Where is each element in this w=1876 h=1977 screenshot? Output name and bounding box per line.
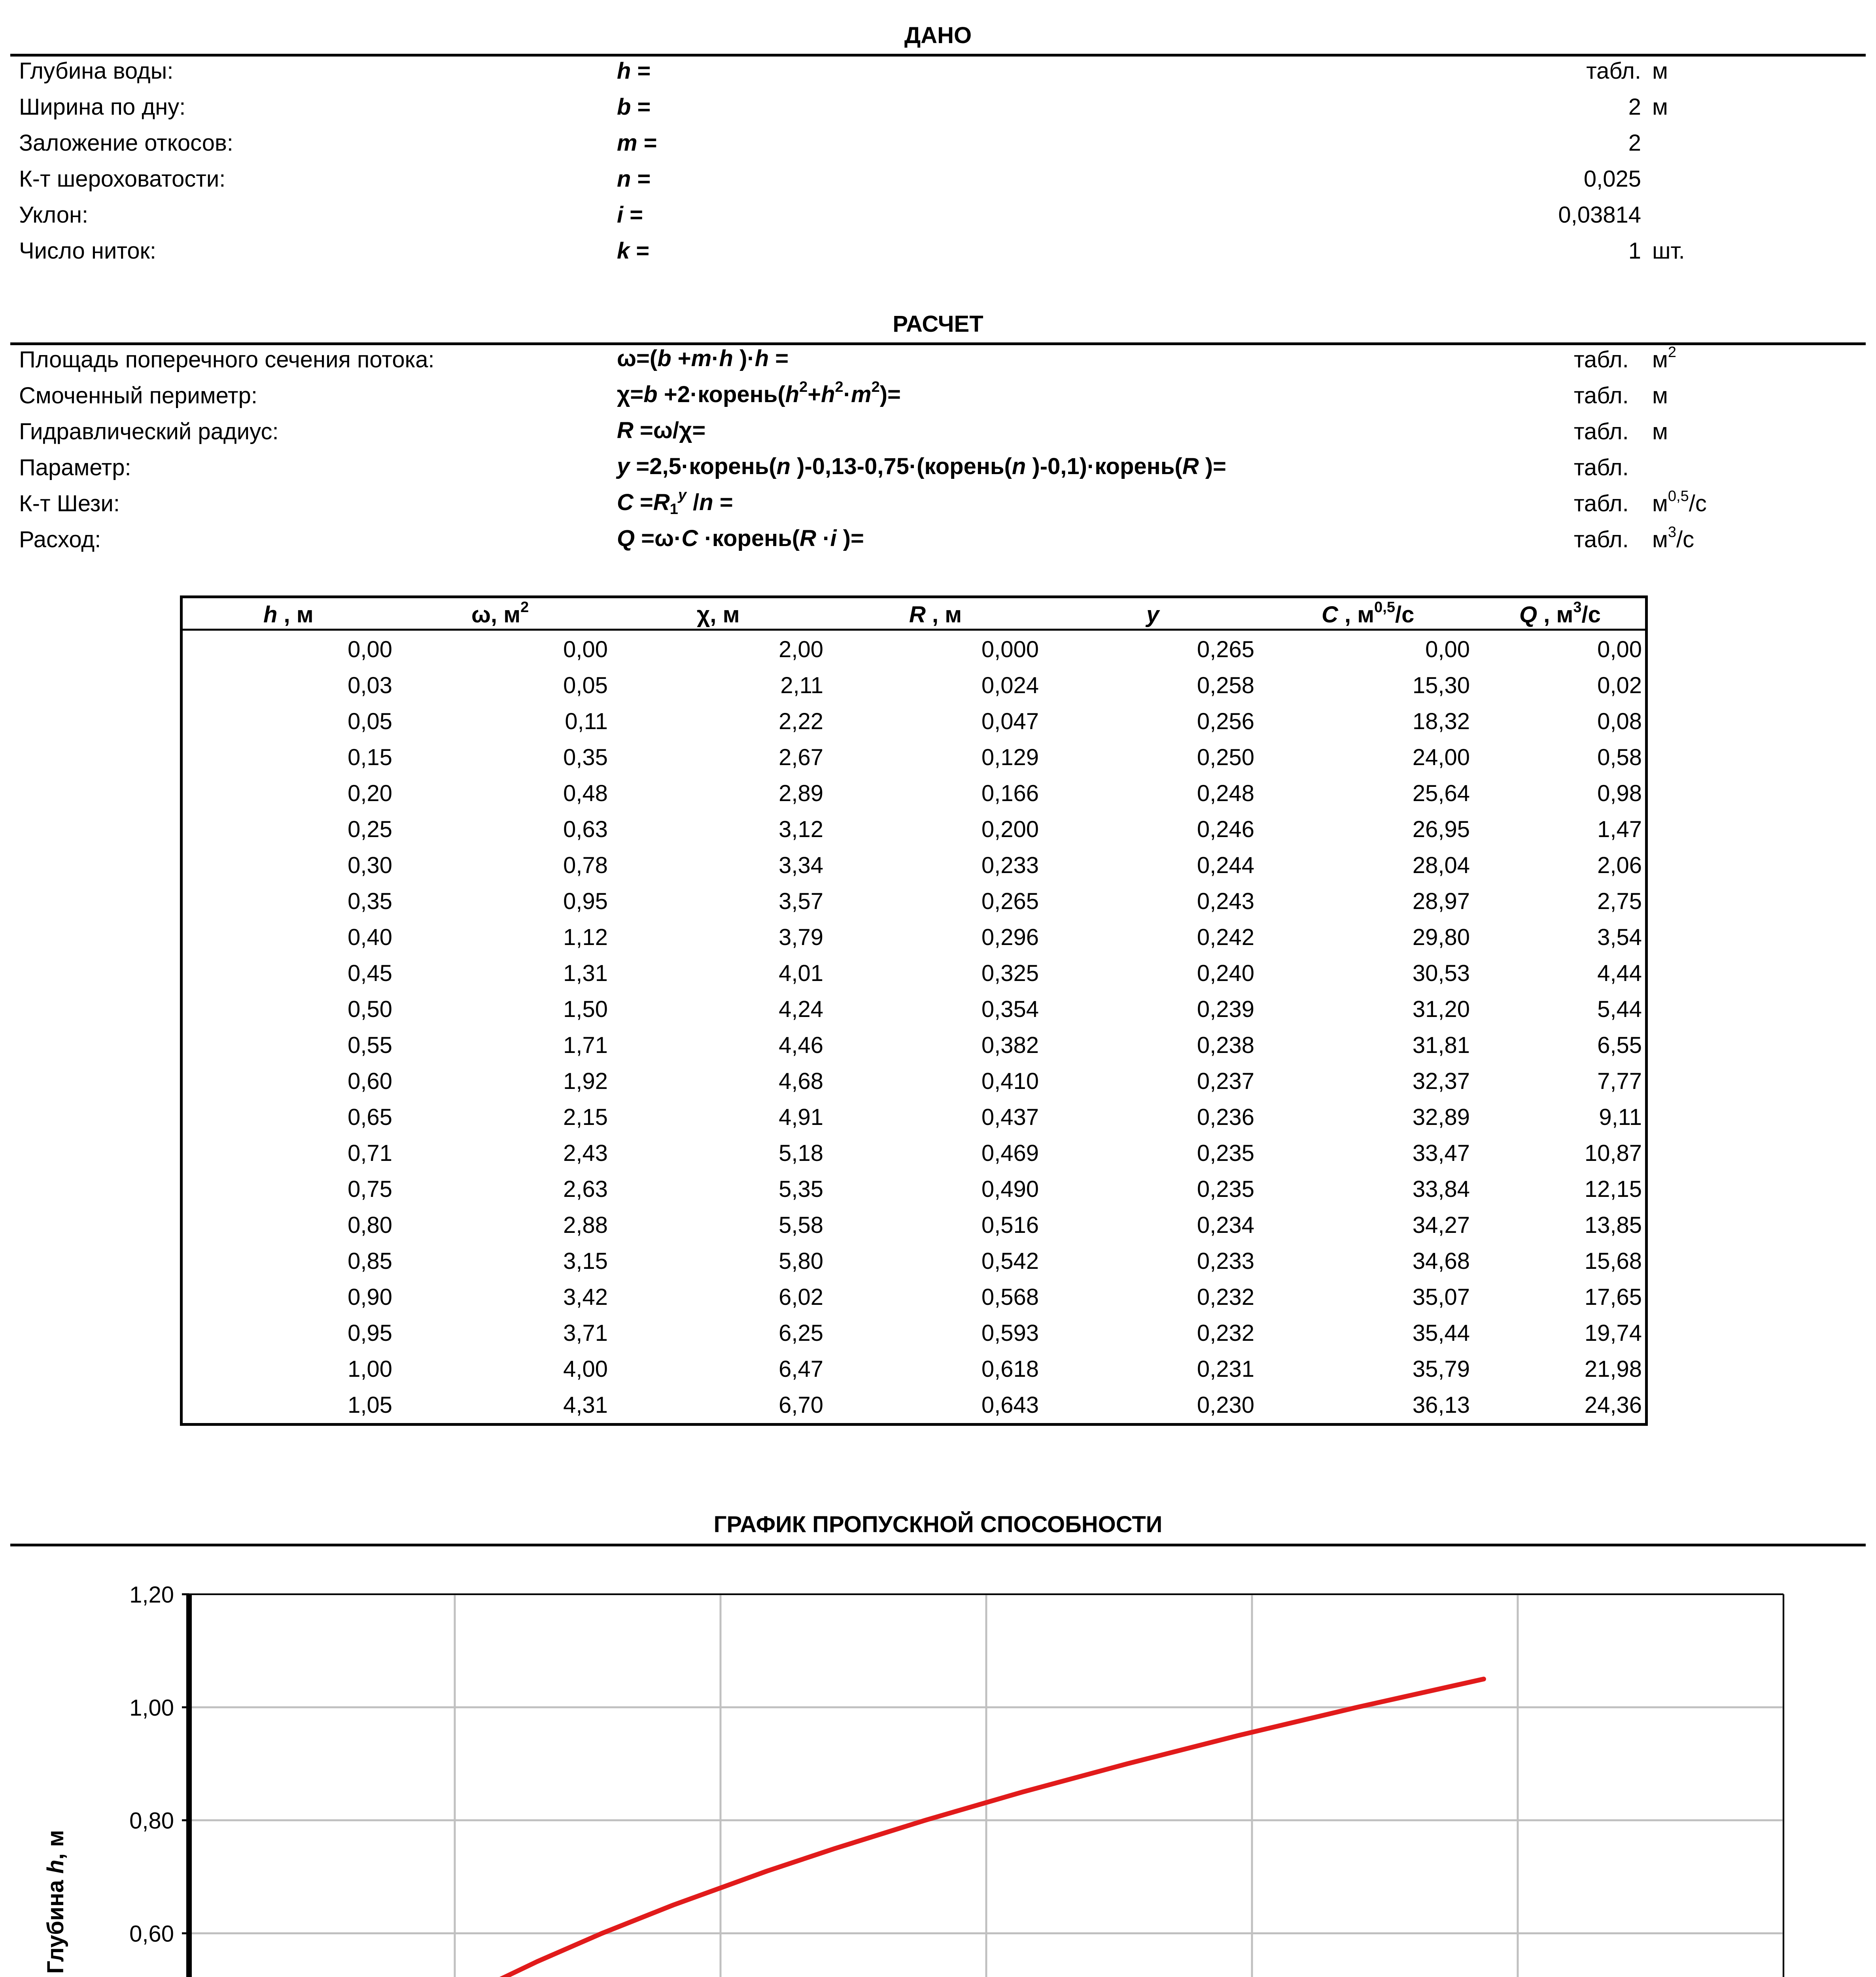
table-cell: 0,00 [563, 637, 608, 662]
table-cell: 18,32 [1412, 709, 1470, 734]
calc-value: табл. [1574, 491, 1629, 516]
given-symbol: i = [617, 202, 643, 228]
y-tick-label: 1,00 [129, 1695, 174, 1721]
table-cell: 33,47 [1412, 1140, 1470, 1166]
formula-perimeter: $\chi=b +2\cdot корень(h^2+h^2\cdot m^2)=$ [617, 379, 901, 407]
table-cell: 0,235 [1197, 1140, 1254, 1166]
table-cell: 0,354 [981, 996, 1039, 1022]
table-cell: 3,42 [563, 1284, 608, 1310]
table-row [183, 672, 1645, 708]
table-cell: 0,568 [981, 1284, 1039, 1310]
calc-value: табл. [1574, 455, 1629, 480]
calc-value: табл. [1574, 419, 1629, 444]
table-cell: 3,54 [1597, 924, 1642, 950]
table-cell: 0,30 [348, 852, 392, 878]
table-cell: 13,85 [1584, 1212, 1642, 1238]
table-cell: 2,15 [563, 1104, 608, 1130]
table-cell: 0,20 [348, 781, 392, 806]
series-line-q-h [189, 1679, 1484, 1977]
table-cell: 2,43 [563, 1140, 608, 1166]
table-cell: 0,95 [348, 1320, 392, 1346]
table-cell: 5,35 [779, 1176, 823, 1202]
y-tick-label: 0,80 [129, 1808, 174, 1834]
table-cell: 0,236 [1197, 1104, 1254, 1130]
table-cell: 0,129 [981, 745, 1039, 770]
table-cell: 28,04 [1412, 852, 1470, 878]
table-cell: 1,71 [563, 1032, 608, 1058]
table-cell: 34,27 [1412, 1212, 1470, 1238]
table-cell: 6,47 [779, 1356, 823, 1382]
table-cell: 1,00 [348, 1356, 392, 1382]
table-cell: 15,30 [1412, 673, 1470, 698]
table-cell: 29,80 [1412, 924, 1470, 950]
table-cell: 0,296 [981, 924, 1039, 950]
table-cell: 2,63 [563, 1176, 608, 1202]
table-cell: 0,85 [348, 1248, 392, 1274]
table-cell: 0,95 [563, 888, 608, 914]
table-cell: 0,244 [1197, 852, 1254, 878]
table-cell: 0,71 [348, 1140, 392, 1166]
table-cell: 1,05 [348, 1392, 392, 1418]
table-cell: 2,06 [1597, 852, 1642, 878]
table-cell: 0,410 [981, 1068, 1039, 1094]
chart-rule [10, 1544, 1866, 1546]
table-cell: 0,03 [348, 673, 392, 698]
table-cell: 33,84 [1412, 1176, 1470, 1202]
table-cell: 6,25 [779, 1320, 823, 1346]
table-cell: 0,35 [563, 745, 608, 770]
given-label: Уклон: [19, 202, 89, 228]
table-cell: 0,00 [348, 637, 392, 662]
table-cell: 0,235 [1197, 1176, 1254, 1202]
given-label: К-т шероховатости: [19, 166, 226, 192]
table-cell: 0,233 [1197, 1248, 1254, 1274]
table-row [183, 1392, 1645, 1428]
table-cell: 0,256 [1197, 709, 1254, 734]
table-row [183, 888, 1645, 924]
table-cell: 0,65 [348, 1104, 392, 1130]
table-cell: 3,34 [779, 852, 823, 878]
table-cell: 0,233 [981, 852, 1039, 878]
table-cell: 5,18 [779, 1140, 823, 1166]
table-cell: 4,68 [779, 1068, 823, 1094]
table-cell: 3,12 [779, 817, 823, 842]
table-cell: 0,40 [348, 924, 392, 950]
table-cell: 0,48 [563, 781, 608, 806]
table-cell: 0,15 [348, 745, 392, 770]
table-row [183, 996, 1645, 1032]
table-cell: 9,11 [1599, 1104, 1642, 1130]
y-tick-label: 0,60 [129, 1921, 174, 1947]
table-cell: 31,20 [1412, 996, 1470, 1022]
col-header-omega: ω, $м^2$ [471, 599, 529, 627]
table-cell: 0,75 [348, 1176, 392, 1202]
table-cell: 0,45 [348, 960, 392, 986]
table-cell: 5,44 [1597, 996, 1642, 1022]
table-cell: 0,593 [981, 1320, 1039, 1346]
table-cell: 1,47 [1597, 817, 1642, 842]
table-cell: 15,68 [1584, 1248, 1642, 1274]
table-row [183, 1212, 1645, 1248]
calc-value: табл. [1574, 383, 1629, 408]
table-cell: 0,237 [1197, 1068, 1254, 1094]
table-cell: 1,92 [563, 1068, 608, 1094]
col-header-q: Q , $м^3/с$ [1519, 599, 1601, 627]
table-cell: 0,25 [348, 817, 392, 842]
calc-unit: м [1652, 419, 1668, 444]
col-header-h: h , м [263, 602, 314, 627]
table-cell: 0,232 [1197, 1284, 1254, 1310]
table-cell: 0,78 [563, 852, 608, 878]
table-cell: 7,77 [1597, 1068, 1642, 1094]
table-cell: 32,37 [1412, 1068, 1470, 1094]
formula-parameter: y =2,5·корень(n )-0,13-0,75·(корень(n )-0,1)·корень(R )= [617, 454, 1226, 479]
table-cell: 0,05 [348, 709, 392, 734]
table-row [183, 1068, 1645, 1104]
chart-title: ГРАФИК ПРОПУСКНОЙ СПОСОБНОСТИ [713, 1512, 1163, 1537]
table-cell: 0,238 [1197, 1032, 1254, 1058]
table-row [183, 780, 1645, 816]
table-cell: 2,00 [779, 637, 823, 662]
table-cell: 1,12 [563, 924, 608, 950]
table-cell: 0,63 [563, 817, 608, 842]
calc-unit: м [1652, 383, 1668, 408]
calc-unit: $м^3/с$ [1652, 524, 1694, 552]
y-tick-label: 1,20 [129, 1582, 174, 1608]
table-cell: 2,67 [779, 745, 823, 770]
calc-label: Смоченный периметр: [19, 383, 257, 408]
table-cell: 24,00 [1412, 745, 1470, 770]
table-cell: 0,35 [348, 888, 392, 914]
table-cell: 0,325 [981, 960, 1039, 986]
table-cell: 0,166 [981, 781, 1039, 806]
formula-radius: R =ω/χ= [617, 418, 706, 443]
table-cell: 0,265 [1197, 637, 1254, 662]
table-cell: 4,01 [779, 960, 823, 986]
table-cell: 0,246 [1197, 817, 1254, 842]
col-header-c: C , $м^{0,5}/с$ [1322, 599, 1415, 627]
table-row [183, 1140, 1645, 1176]
table-cell: 0,90 [348, 1284, 392, 1310]
table-cell: 3,71 [563, 1320, 608, 1346]
given-value: 2 [1628, 94, 1641, 120]
table-cell: 0,50 [348, 996, 392, 1022]
table-row [183, 852, 1645, 888]
table-row [183, 816, 1645, 852]
table-cell: 6,55 [1597, 1032, 1642, 1058]
given-unit: м [1652, 94, 1668, 120]
table-cell: 0,08 [1597, 709, 1642, 734]
table-cell: 5,58 [779, 1212, 823, 1238]
table-cell: 4,44 [1597, 960, 1642, 986]
given-label: Заложение откосов: [19, 130, 233, 156]
given-symbol: b = [617, 94, 651, 120]
table-cell: 25,64 [1412, 781, 1470, 806]
calc-value: табл. [1574, 527, 1629, 552]
table-cell: 0,234 [1197, 1212, 1254, 1238]
table-cell: 3,57 [779, 888, 823, 914]
table-row [183, 708, 1645, 744]
table-cell: 0,382 [981, 1032, 1039, 1058]
table-row [183, 1176, 1645, 1212]
given-label: Глубина воды: [19, 58, 174, 84]
table-cell: 10,87 [1584, 1140, 1642, 1166]
table-cell: 4,31 [563, 1392, 608, 1418]
table-cell: 0,469 [981, 1140, 1039, 1166]
table-row [183, 744, 1645, 780]
table-cell: 0,230 [1197, 1392, 1254, 1418]
table-cell: 35,79 [1412, 1356, 1470, 1382]
table-cell: 30,53 [1412, 960, 1470, 986]
given-unit: м [1652, 58, 1668, 84]
table-row [183, 960, 1645, 996]
table-row [183, 924, 1645, 960]
table-cell: 4,46 [779, 1032, 823, 1058]
table-cell: 2,89 [779, 781, 823, 806]
table-cell: 0,239 [1197, 996, 1254, 1022]
table-row [183, 1032, 1645, 1068]
table-cell: 3,79 [779, 924, 823, 950]
formula-discharge: Q =ω·C ·корень(R ·i )= [617, 525, 864, 551]
table-cell: 0,542 [981, 1248, 1039, 1274]
given-label: Число ниток: [19, 238, 157, 264]
table-cell: 0,516 [981, 1212, 1039, 1238]
calc-label: К-т Шези: [19, 491, 120, 516]
table-cell: 0,02 [1597, 673, 1642, 698]
calc-rule [10, 342, 1866, 345]
table-cell: 0,618 [981, 1356, 1039, 1382]
calc-unit: $м^{0,5}/с$ [1652, 488, 1707, 516]
table-cell: 0,250 [1197, 745, 1254, 770]
given-unit: шт. [1652, 238, 1685, 264]
table-cell: 0,98 [1597, 781, 1642, 806]
col-header-y: y [1146, 602, 1159, 627]
table-row [183, 1248, 1645, 1284]
table-cell: 0,200 [981, 817, 1039, 842]
table-cell: 32,89 [1412, 1104, 1470, 1130]
table-cell: 2,11 [780, 673, 823, 698]
table-cell: 6,02 [779, 1284, 823, 1310]
table-cell: 0,490 [981, 1176, 1039, 1202]
table-cell: 24,36 [1584, 1392, 1642, 1418]
col-header-chi: χ, м [697, 602, 740, 627]
given-symbol: k = [617, 238, 650, 264]
table-cell: 2,75 [1597, 888, 1642, 914]
table-cell: 0,248 [1197, 781, 1254, 806]
table-cell: 0,000 [981, 637, 1039, 662]
calc-unit: $м^2$ [1652, 344, 1677, 372]
table-cell: 36,13 [1412, 1392, 1470, 1418]
table-cell: 1,50 [563, 996, 608, 1022]
calc-value: табл. [1574, 347, 1629, 372]
given-value: 2 [1628, 130, 1641, 156]
table-cell: 0,024 [981, 673, 1039, 698]
table-cell: 4,91 [779, 1104, 823, 1130]
table-cell: 0,258 [1197, 673, 1254, 698]
y-axis-label: Глубина h, м [43, 1830, 68, 1974]
calc-label: Площадь поперечного сечения потока: [19, 347, 435, 372]
given-value: 1 [1628, 238, 1641, 264]
table-cell: 3,15 [563, 1248, 608, 1274]
table-cell: 4,24 [779, 996, 823, 1022]
table-cell: 0,00 [1425, 637, 1470, 662]
table-row [183, 1284, 1645, 1320]
table-cell: 0,047 [981, 709, 1039, 734]
given-title: ДАНО [904, 23, 972, 48]
table-cell: 0,437 [981, 1104, 1039, 1130]
table-cell: 2,22 [779, 709, 823, 734]
calc-label: Параметр: [19, 455, 131, 480]
table-row [183, 1320, 1645, 1356]
given-value: 0,025 [1583, 166, 1641, 192]
table-cell: 0,55 [348, 1032, 392, 1058]
table-cell: 0,05 [563, 673, 608, 698]
data-table [180, 595, 1648, 1426]
table-row [183, 1104, 1645, 1140]
table-cell: 35,44 [1412, 1320, 1470, 1346]
table-cell: 34,68 [1412, 1248, 1470, 1274]
table-header [183, 598, 1645, 631]
table-cell: 0,242 [1197, 924, 1254, 950]
table-cell: 0,80 [348, 1212, 392, 1238]
table-cell: 1,31 [563, 960, 608, 986]
table-cell: 26,95 [1412, 817, 1470, 842]
table-cell: 0,240 [1197, 960, 1254, 986]
given-rule [10, 54, 1866, 57]
given-symbol: m = [617, 130, 657, 156]
calc-label: Гидравлический радиус: [19, 419, 279, 444]
table-cell: 0,00 [1597, 637, 1642, 662]
formula-chezy: $C =R_1^y$ /n = [617, 487, 733, 518]
table-cell: 28,97 [1412, 888, 1470, 914]
table-cell: 0,643 [981, 1392, 1039, 1418]
given-symbol: h = [617, 58, 651, 84]
table-cell: 2,88 [563, 1212, 608, 1238]
table-cell: 0,231 [1197, 1356, 1254, 1382]
table-cell: 0,232 [1197, 1320, 1254, 1346]
given-value: табл. [1586, 58, 1641, 84]
table-cell: 0,11 [565, 709, 608, 734]
table-cell: 0,243 [1197, 888, 1254, 914]
table-cell: 4,00 [563, 1356, 608, 1382]
given-label: Ширина по дну: [19, 94, 186, 120]
table-cell: 21,98 [1584, 1356, 1642, 1382]
table-row [183, 1356, 1645, 1392]
table-row [183, 636, 1645, 672]
table-cell: 0,60 [348, 1068, 392, 1094]
table-cell: 0,265 [981, 888, 1039, 914]
given-value: 0,03814 [1558, 202, 1641, 228]
table-cell: 35,07 [1412, 1284, 1470, 1310]
table-cell: 0,58 [1597, 745, 1642, 770]
calc-label: Расход: [19, 527, 101, 552]
calc-title: РАСЧЕТ [893, 311, 983, 337]
table-cell: 5,80 [779, 1248, 823, 1274]
table-cell: 31,81 [1412, 1032, 1470, 1058]
table-cell: 19,74 [1584, 1320, 1642, 1346]
table-cell: 12,15 [1584, 1176, 1642, 1202]
given-symbol: n = [617, 166, 651, 192]
table-cell: 17,65 [1584, 1284, 1642, 1310]
table-cell: 6,70 [779, 1392, 823, 1418]
formula-area: ω=(b +m·h )·h = [617, 346, 789, 371]
col-header-r: R , м [909, 602, 962, 627]
